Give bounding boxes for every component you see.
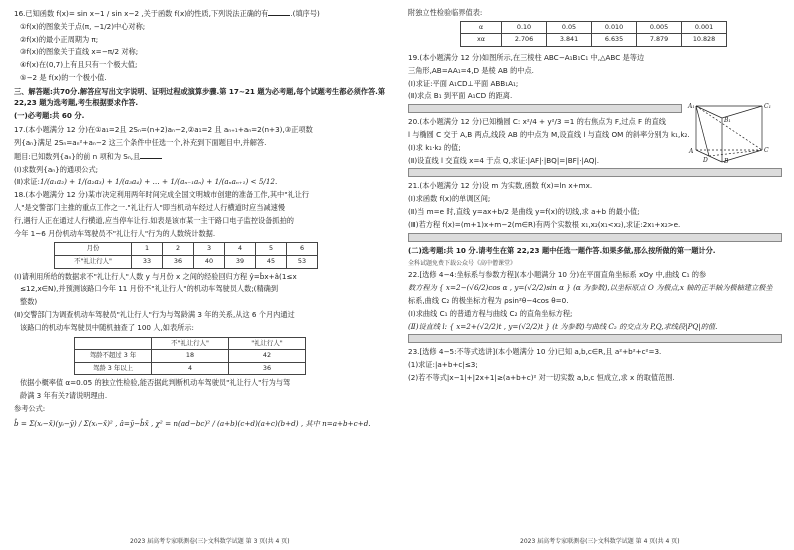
prism-figure (686, 100, 778, 164)
critical-value-table (460, 21, 727, 47)
table-cell: 0.005 (637, 21, 682, 34)
q17-part2: (Ⅱ)求证:1/(a₁a₂) + 1/(a₂a₃) + 1/(a₃a₄) + … + 1/(aₙ₋₁aₙ) + 1/(aₙaₙ₊₁) < 5/12. (14, 177, 278, 187)
q19-part2: (Ⅱ)求点 B₁ 到平面 A₁CD 的距离. (408, 91, 513, 101)
q22-line1: 22.[选修 4−4:坐标系与参数方程](本小题满分 10 分)在平面直角坐标系 xOy 中,曲线 C₁ 的参 (408, 270, 707, 280)
left-column (14, 8, 396, 432)
table-cell: 40 (194, 255, 225, 268)
q18-line2: 人"是交警部门主推的重点工作之一."礼让行人"即当机动车经过人行横道时应当减速慢 (14, 202, 285, 212)
q20-line2: l 与椭圆 C 交于 A,B 两点,线段 AB 的中点为 M,设直线 l 与直线 OM 的斜率分别为 k₁,k₂. (408, 130, 690, 139)
q16-option-1: ①f(x)的图象关于点(π, −1/2)中心对称; (20, 21, 146, 31)
q17-part1: (Ⅰ)求数列{aₙ}的通项公式; (14, 164, 99, 174)
table-cell: "礼让行人" (229, 337, 306, 350)
table-cell: 1 (132, 243, 163, 256)
q19-part1: (Ⅰ)求证:平面 A₁CD⊥平面 ABB₁A₁; (408, 78, 519, 88)
label-b: B (724, 158, 729, 164)
answer-area[interactable] (408, 104, 682, 113)
q18-part2-l3: 依据小概率值 α=0.05 的独立性检验,能否据此判断机动车驾驶员"礼让行人"行为与驾 (20, 378, 291, 388)
q20-part1: (Ⅰ)求 k₁·k₂ 的值; (408, 142, 461, 152)
q16-option-2: ②f(x)的最小正周期为 π; (20, 34, 99, 44)
answer-area[interactable] (408, 233, 782, 242)
optional-heading: (二)选考题:共 10 分.请考生在第 22,23 题中任选一题作答.如果多做,那么按所做的第一题计分. (408, 245, 716, 255)
table-cell: 6.635 (592, 34, 637, 47)
table-cell: 0.010 (592, 21, 637, 34)
q18-part1-l1: (Ⅰ)请利用所给的数据求不"礼让行人"人数 y 与月份 x 之间的经验回归方程 ŷ=b̂x+â(1≤x (14, 271, 297, 281)
table-cell: 不"礼让行人" (152, 337, 229, 350)
answer-blank (268, 8, 290, 16)
q20-line1: 20.(本小题满分 12 分)已知椭圆 C: x²/4 + y²/3 =1 的右焦点为 F,过点 F 的直线 (408, 117, 666, 127)
table-cell: 2 (163, 243, 194, 256)
q19-line2: 三角形,AB=AA₁=4,D 是棱 AB 的中点. (408, 65, 534, 75)
answer-area[interactable] (408, 168, 782, 177)
required-heading: (一)必考题:共 60 分. (14, 111, 85, 121)
q16-option-4: ④f(x)在(0,7)上有且只有一个极大值; (20, 60, 138, 70)
q23-part1: (1)求证:|a+b+c|≤3; (408, 360, 478, 370)
q18-part1-l2: ≤12,x∈N),并预测该路口今年 11 月份不"礼让行人"的机动车驾驶员人数;(精确到 (20, 284, 279, 294)
q18-line4: 今年 1~6 月份机动车驾驶员不"礼让行人"行为的人数统计数据. (14, 228, 216, 238)
q18-part2-l2: 该路口的机动车驾驶员中随机抽查了 100 人,如表所示: (20, 322, 194, 332)
label-a1: A₁ (688, 103, 695, 110)
q16-option-3: ③f(x)的图象关于直线 x=−π/2 对称; (20, 47, 139, 57)
table-cell: 0.10 (502, 21, 547, 34)
table-cell: 36 (163, 255, 194, 268)
q18-formula: b̂ = Σ(xᵢ−x̄)(yᵢ−ȳ) / Σ(xᵢ−x̄)² , â=ȳ−b̂x̄ , χ² = n(ad−bc)² / (a+b)(c+d)(a+c)(b+d) , 其中 n=a+b+c+d. (14, 418, 371, 428)
q22-part2: (Ⅱ)设直线 l: { x=2+(√2/2)t , y=(√2/2)t } (t 为参数)与曲线 C₂ 的交点为 P,Q,求线段|PQ|的值. (408, 321, 718, 331)
table-cell: 5 (256, 243, 287, 256)
q18-ref-label: 参考公式: (14, 403, 46, 413)
table-cell: 3.841 (547, 34, 592, 47)
label-a: A (689, 148, 694, 155)
q22-line3: 标系,曲线 C₂ 的极坐标方程为 ρsin²θ−4cos θ=0. (408, 295, 569, 305)
q18-line3: 行,遇行人正在通过人行横道,应当停车让行.如表是该市某一主干路口电子监控设备抓拍的 (14, 215, 294, 225)
q23-part2: (2)若不等式|x−1|+|2x+1|≥(a+b+c)² 对一切实数 a,b,c 恒成立,求 x 的取值范围. (408, 372, 675, 382)
table-cell (75, 337, 152, 350)
q18-month-table (54, 242, 318, 268)
q21-part1: (Ⅰ)求函数 f(x)的单调区间; (408, 194, 491, 204)
edge-a1b1 (696, 106, 722, 118)
q16-option-5: ⑤−2 是 f(x)的一个极小值. (20, 72, 107, 82)
table-cell: 7.879 (637, 34, 682, 47)
q17-line2: 列{aₙ}满足 2Sₙ=aₙ²+aₙ−2 这三个条件中任选一个,补充到下面题目中,并解答. (14, 137, 267, 147)
table-cell: 0.001 (682, 21, 727, 34)
table-cell: 33 (132, 255, 163, 268)
q19-line1: 19.(本小题满分 12 分)如图所示,在三棱柱 ABC−A₁B₁C₁ 中,△ABC 是等边 (408, 53, 645, 63)
table-cell: 不"礼让行人" (55, 255, 132, 268)
table-cell: 45 (256, 255, 287, 268)
q18-contingency-table (74, 337, 306, 376)
q17-line1: 17.(本小题满分 12 分)在①a₁=2且 2Sₙ=(n+2)aₙ−2,②a₁=2 且 aₙ₊₁+aₙ=2(n+3),③正项数 (14, 125, 313, 135)
label-c1: C₁ (764, 103, 771, 110)
table-cell: xα (461, 34, 502, 47)
table-cell: 18 (152, 350, 229, 363)
q21-part2: (Ⅱ)当 m=e 时,直线 y=ax+b/2 是曲线 y=f(x)的切线,求 a+b 的最小值; (408, 206, 640, 216)
table-cell: 36 (229, 362, 306, 375)
table-cell: 42 (229, 350, 306, 363)
q21-line1: 21.(本小题满分 12 分)设 m 为实数,函数 f(x)=ln x+mx. (408, 181, 593, 191)
q22-part1: (Ⅰ)求曲线 C₁ 的普通方程与曲线 C₂ 的直角坐标方程; (408, 308, 573, 318)
crit-table-title: 附独立性检验临界值表: (408, 8, 483, 17)
q17-line3: 题目:已知数列{aₙ}的前 n 项和为 Sₙ,且 (14, 151, 396, 163)
q23-line1: 23.[选修 4−5:不等式选讲](本小题满分 10 分)已知 a,b,c∈R,且 a²+b²+c²=3. (408, 347, 662, 357)
segment-dc (709, 150, 762, 156)
right-footer: 2023 届高考专家联测卷(三)·文科数学试题 第 4 页(共 4 页) (520, 538, 680, 545)
label-d: D (703, 157, 708, 164)
table-cell: 2.706 (502, 34, 547, 47)
left-footer: 2023 届高考专家联测卷(三)·文科数学试题 第 3 页(共 4 页) (130, 538, 290, 545)
right-column (408, 8, 782, 386)
table-cell: 驾龄 3 年以上 (75, 362, 152, 375)
table-cell: 驾龄不超过 3 年 (75, 350, 152, 363)
q21-part3: (Ⅲ)若方程 f(x)=(m+1)x+m−2(m∈R)有两个实数根 x₁,x₂(x₁<x₂),求证:2x₁+x₂>e. (408, 219, 681, 229)
q18-line1: 18.(本小题满分 12 分)某市决定利用两年时间完成全国文明城市创建的准备工作,其中"礼让行 (14, 190, 310, 200)
q16-stem: 16.已知函数 f(x)= sin x−1 / sin x−2 ,关于函数 f(x)的性质,下列说法正确的有 .(填序号) (14, 9, 320, 18)
q20-part2: (Ⅱ)设直线 l 交直线 x=4 于点 Q,求证:|AF|·|BQ|=|BF|·|AQ|. (408, 155, 600, 165)
label-c: C (764, 147, 769, 154)
table-cell: 10.828 (682, 34, 727, 47)
q18-part2-l4: 龄满 3 年有关?请说明理由. (20, 391, 108, 401)
table-cell: 月份 (55, 243, 132, 256)
section-3-heading: 三、解答题:共70分.解答应写出文字说明、证明过程或演算步骤.第 17~21 题为必考题,每个试题考生都必须作答.第 22,23 题为选考题,考生根据要求作答. (14, 86, 386, 107)
table-cell: 39 (225, 255, 256, 268)
table-cell: 53 (287, 255, 318, 268)
table-cell: 6 (287, 243, 318, 256)
answer-area[interactable] (408, 334, 782, 343)
q18-part1-l3: 整数) (20, 297, 38, 307)
label-b1: B₁ (724, 117, 731, 124)
q22-line2: 数方程为 { x=2−(√6/2)cos α , y=(√2/2)sin α } (α 为参数),以坐标原点 O 为极点,x 轴的正半轴为极轴建立极坐 (408, 283, 773, 293)
answer-blank (140, 151, 162, 159)
table-cell: α (461, 21, 502, 34)
table-cell: 0.05 (547, 21, 592, 34)
q18-part2-l1: (Ⅱ)交警部门为调查机动车驾驶员"礼让行人"行为与驾龄满 3 年的关系,从这 6 个月内通过 (14, 309, 295, 319)
wechat-note: 全科试题免费下载公众号《高中僧课堂》 (408, 260, 517, 268)
table-cell: 3 (194, 243, 225, 256)
table-cell: 4 (152, 362, 229, 375)
table-cell: 4 (225, 243, 256, 256)
